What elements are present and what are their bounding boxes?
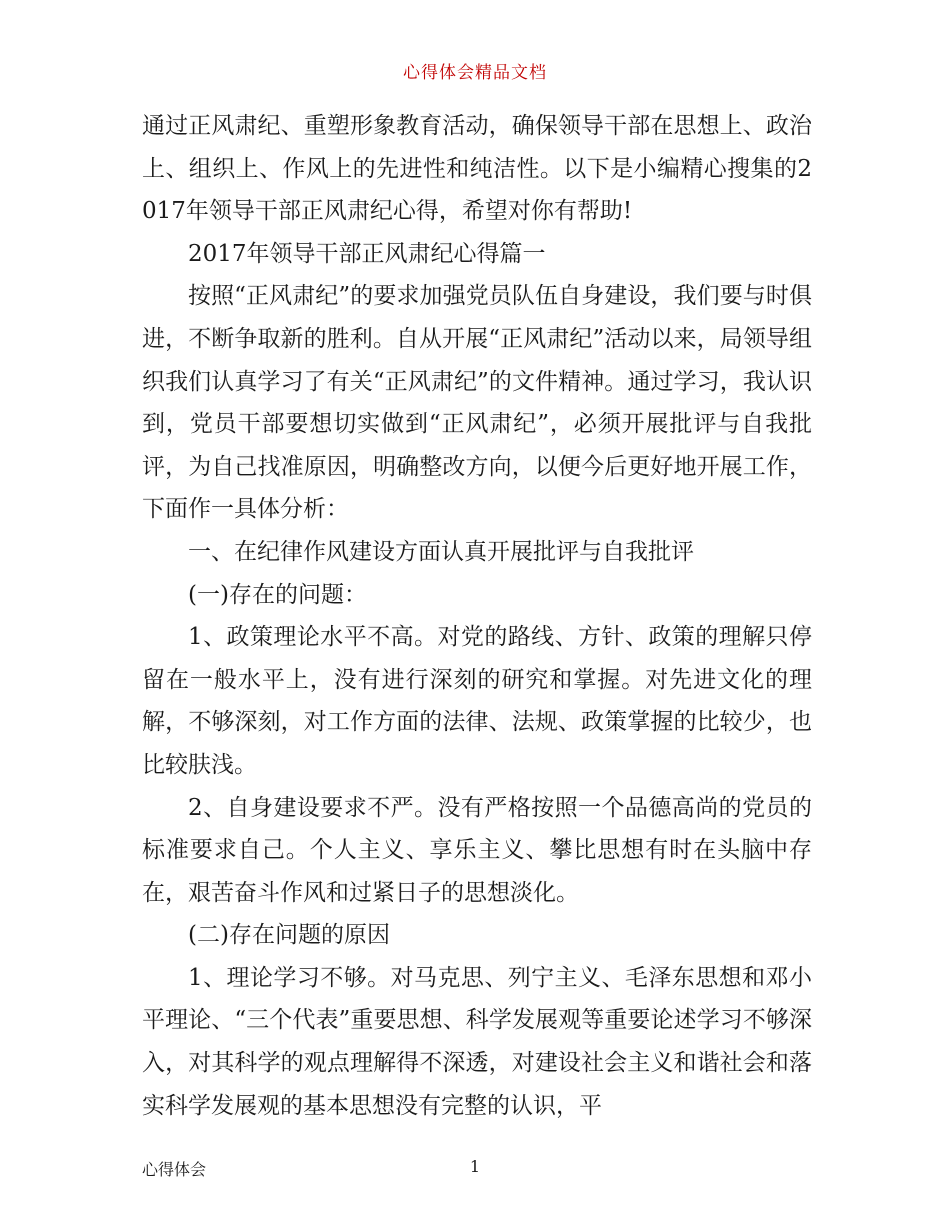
paragraph-item-3: 1、理论学习不够。对马克思、列宁主义、毛泽东思想和邓小平理论、“三个代表”重要思想、科学发展观等重要论述学习不够深入，对其科学的观点理解得不深透，对建设社会主义和谐社会和落实科学发展观的基本思想没有完整的认识，平 [142,964,812,1119]
paragraph-section-title: 2017年领导干部正风肃纪心得篇一 [188,240,546,267]
paragraph-body-1: 按照“正风肃纪”的要求加强党员队伍自身建设，我们要与时俱进，不断争取新的胜利。自从开展“正风肃纪”活动以来，局领导组织我们认真学习了有关“正风肃纪”的文件精神。通过学习，我认识到，党员干部要想切实做到“正风肃纪”，必须开展批评与自我批评，为自己找准原因，明确整改方向，以便今后更好地开展工作，下面作一具体分析： [142,283,812,523]
document-body [142,105,812,1127]
footer-label: 心得体会 [142,1160,207,1179]
paragraph-subheading-2: (二)存在问题的原因 [188,922,390,949]
paragraph-subheading-1: (一)存在的问题： [188,581,367,608]
page-header-title: 心得体会精品文档 [403,63,547,83]
paragraph-heading-1: 一、在纪律作风建设方面认真开展批评与自我批评 [188,538,694,565]
paragraph-item-1: 1、政策理论水平不高。对党的路线、方针、政策的理解只停留在一般水平上，没有进行深刻的研究和掌握。对先进文化的理解，不够深刻，对工作方面的法律、法规、政策掌握的比较少，也比较肤浅。 [142,624,812,778]
paragraph-item-2: 2、自身建设要求不严。没有严格按照一个品德高尚的党员的标准要求自己。个人主义、享乐主义、攀比思想有时在头脑中存在，艰苦奋斗作风和过紧日子的思想淡化。 [142,794,812,906]
paragraph-intro: 通过正风肃纪、重塑形象教育活动，确保领导干部在思想上、政治上、组织上、作风上的先进性和纯洁性。以下是小编精心搜集的2017年领导干部正风肃纪心得，希望对你有帮助! [142,113,812,225]
page-number: 1 [469,1157,481,1176]
